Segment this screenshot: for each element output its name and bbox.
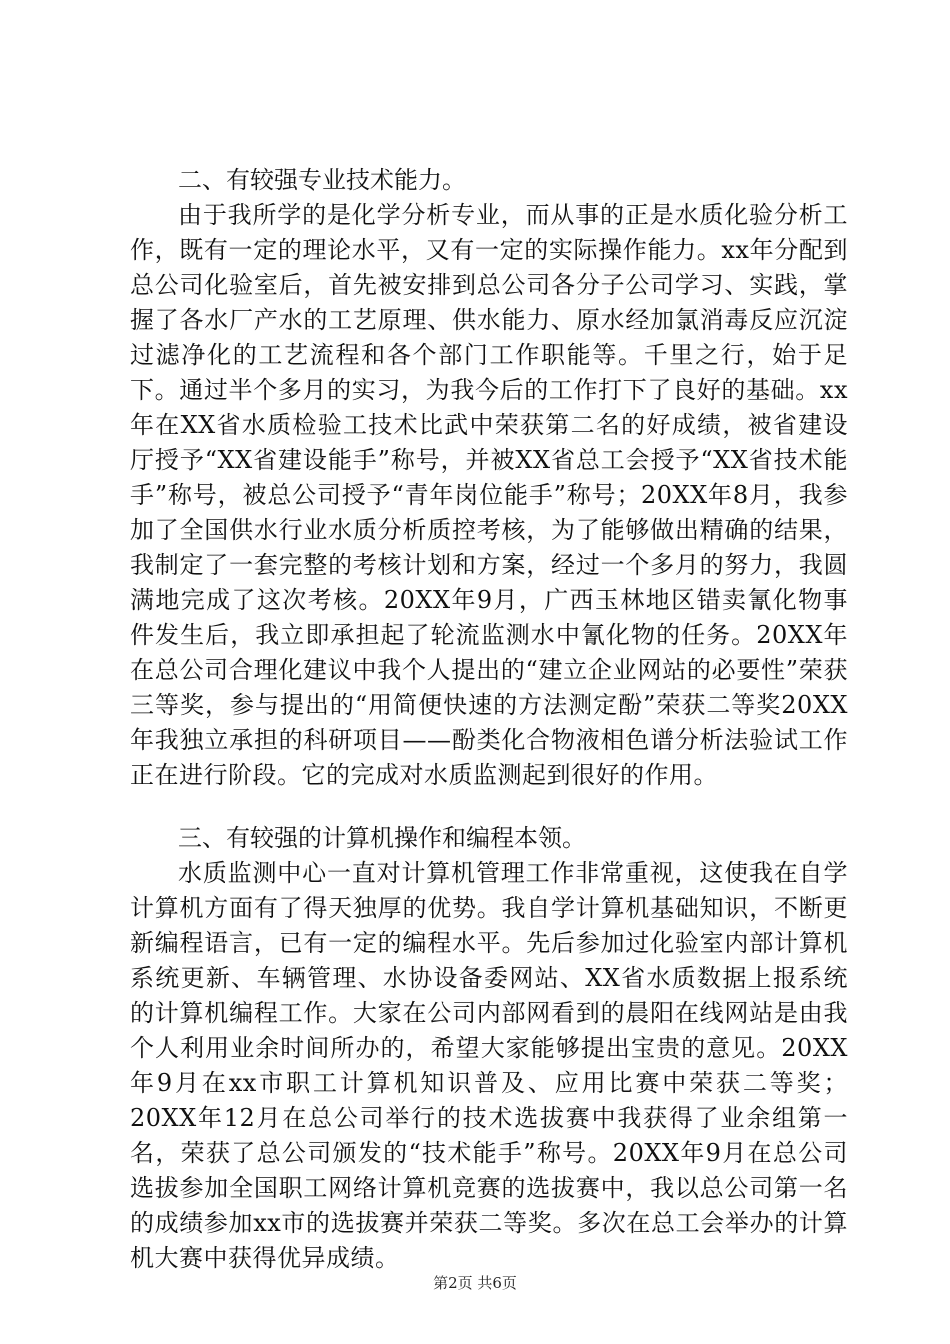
paragraph-spacer	[130, 793, 848, 821]
section-heading-professional-skills: 二、有较强专业技术能力。	[178, 166, 466, 194]
section-paragraph-computer-skills: 水质监测中心一直对计算机管理工作非常重视，这使我在自学计算机方面有了得天独厚的优势。我自学计算机基础知识，不断更新编程语言，已有一定的编程水平。先后参加过化验室内部计算机系统更新、车辆管理、水协设备委网站、XX省水质数据上报系统的计算机编程工作。大家在公司内部网看到的晨阳在线网站是由我个人利用业余时间所办的，希望大家能够提出宝贵的意见。20XX年9月在xx市职工计算机知识普及、应用比赛中荣获二等奖；20XX年12月在总公司举行的技术选拔赛中我获得了业余组第一名，荣获了总公司颁发的“技术能手”称号。20XX年9月在总公司选拔参加全国职工网络计算机竞赛的选拔赛中，我以总公司第一名的成绩参加xx市的选拔赛并荣获二等奖。多次在总工会举办的计算机大赛中获得优异成绩。	[130, 859, 848, 1272]
section-heading-computer-skills: 三、有较强的计算机操作和编程本领。	[178, 824, 586, 852]
page-number-footer: 第2页 共6页	[433, 1274, 517, 1292]
section-paragraph-professional-skills: 由于我所学的是化学分析专业，而从事的正是水质化验分析工作，既有一定的理论水平，又有一定的实际操作能力。xx年分配到总公司化验室后，首先被安排到总公司各分子公司学习、实践，掌握了各水厂产水的工艺原理、供水能力、原水经加氯消毒反应沉淀过滤净化的工艺流程和各个部门工作职能等。千里之行，始于足下。通过半个多月的实习，为我今后的工作打下了良好的基础。xx年在XX省水质检验工技术比武中荣获第二名的好成绩，被省建设厅授予“XX省建设能手”称号，并被XX省总工会授予“XX省技术能手”称号，被总公司授予“青年岗位能手”称号；20XX年8月，我参加了全国供水行业水质分析质控考核，为了能够做出精确的结果，我制定了一套完整的考核计划和方案，经过一个多月的努力，我圆满地完成了这次考核。20XX年9月，广西玉林地区错卖氰化物事件发生后，我立即承担起了轮流监测水中氰化物的任务。20XX年在总公司合理化建议中我个人提出的“建立企业网站的必要性”荣获三等奖，参与提出的“用简便快速的方法测定酚”荣获二等奖20XX年我独立承担的科研项目——酚类化合物液相色谱分析法验试工作正在进行阶段。它的完成对水质监测起到很好的作用。	[130, 201, 848, 789]
document-body	[130, 163, 848, 1276]
